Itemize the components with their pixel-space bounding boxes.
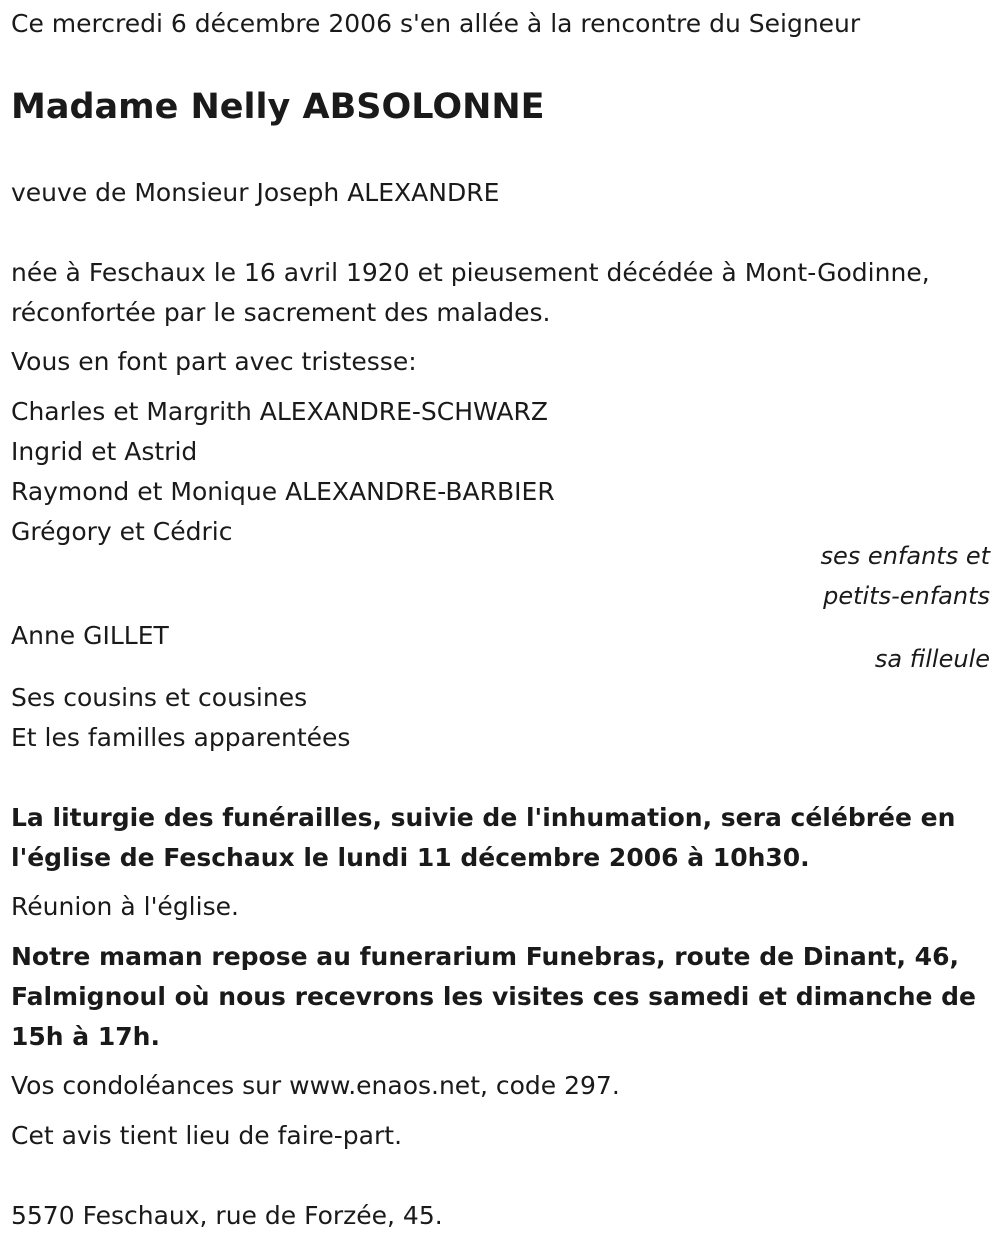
- visitation-line-1: Notre maman repose au funerarium Funebras, route de Dinant, 46,: [11, 942, 959, 971]
- related-families-text: Et les familles apparentées: [11, 723, 351, 752]
- goddaughter-relation-note: sa filleule: [874, 645, 990, 673]
- visitation-line-2: Falmignoul où nous recevrons les visites ces samedi et dimanche de: [11, 982, 977, 1011]
- deceased-name: Madame Nelly ABSOLONNE: [11, 87, 545, 127]
- ceremony-line-1: La liturgie des funérailles, suivie de l'inhumation, sera célébrée en: [11, 803, 956, 832]
- family-member: Grégory et Cédric: [11, 517, 233, 546]
- children-relation-note-1: ses enfants et: [820, 542, 990, 570]
- children-relation-note-2: petits-enfants: [823, 582, 990, 610]
- birth-death-line-1: née à Feschaux le 16 avril 1920 et pieusement décédée à Mont-Godinne,: [11, 258, 930, 287]
- birth-death-line-2: réconfortée par le sacrement des malades.: [11, 298, 551, 327]
- announcement-text: Vous en font part avec tristesse:: [11, 347, 417, 376]
- family-member: Charles et Margrith ALEXANDRE-SCHWARZ: [11, 397, 549, 426]
- ceremony-line-2: l'église de Feschaux le lundi 11 décembre 2006 à 10h30.: [11, 843, 810, 872]
- meeting-text: Réunion à l'église.: [11, 892, 239, 921]
- visitation-line-3: 15h à 17h.: [11, 1022, 160, 1051]
- family-member: Raymond et Monique ALEXANDRE-BARBIER: [11, 477, 555, 506]
- family-member: Ingrid et Astrid: [11, 437, 198, 466]
- notice-text: Cet avis tient lieu de faire-part.: [11, 1121, 403, 1150]
- intro-text: Ce mercredi 6 décembre 2006 s'en allée à la rencontre du Seigneur: [11, 9, 861, 38]
- cousins-text: Ses cousins et cousines: [11, 683, 308, 712]
- goddaughter-name: Anne GILLET: [11, 621, 169, 650]
- address-text: 5570 Feschaux, rue de Forzée, 45.: [11, 1201, 443, 1230]
- condolences-text: Vos condoléances sur www.enaos.net, code 297.: [11, 1071, 620, 1100]
- widow-of-text: veuve de Monsieur Joseph ALEXANDRE: [11, 178, 500, 207]
